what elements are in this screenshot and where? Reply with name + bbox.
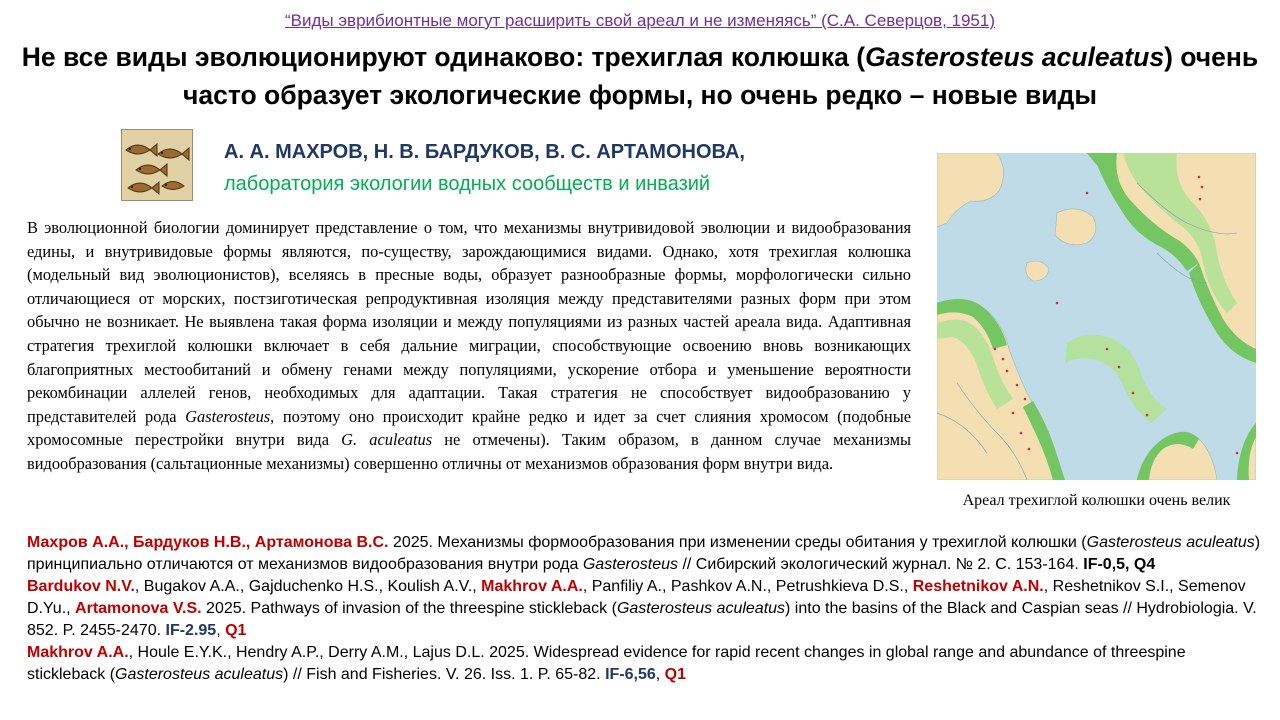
reference-separator: , [216, 622, 226, 639]
reference-genus: Gasterosteus [582, 556, 678, 573]
reference-separator: , [655, 666, 665, 683]
page-title [10, 38, 1270, 114]
quartile-badge: Q1 [225, 622, 247, 639]
quartile-badge: Q1 [664, 666, 686, 683]
reference-text: ) into the basins of the Black and Caspian seas // Hydrobiologia. V. 852. P. 2455-2470. [27, 600, 1257, 639]
reference-text: , Reshetnikov S.I., Semenov D.Yu., [27, 578, 1246, 617]
abstract-part-2: , поэтому оно происходит крайне редко и идет за счет слияния хромосом (подобные хромосомные перестройки внутри вида [27, 406, 911, 450]
reference-text: ) принципиально отличаются от механизмов видообразования внутри рода [27, 534, 1261, 573]
range-map-image [937, 153, 1256, 480]
reference-species: Gasterosteus aculeatus [115, 666, 284, 683]
reference-text: , Bugakov A.A., Gajduchenko H.S., Koulish A.V., [134, 578, 482, 595]
abstract-part-1: В эволюционной биологии доминирует представление о том, что механизмы внутривидовой эволюции и видообразования едины, и внутривидовые формы являются, по-существу, зарождающимися видами. Однако, хотя трехиглая колюшка (модельный вид эволюционистов), вселяясь в пресные воды, образует разнообразные формы, морфологически сильно отличающиеся от морских, постзиготическая репродуктивная изоляция между представителями разных форм при этом обычно не возникает. Не выявлена такая форма изоляции и между популяциями из разных частей ареала вида. Адаптивная стратегия трехиглой колюшки включает в себя дальние миграции, способствующие освоению вновь возникающих благоприятных местообитаний и обмену генами между популяциями, ускорение отбора и уменьшение вероятности рекомбинации аллелей генов, необходимых для адаптации. Такая стратегия не способствует видообразованию у представителей рода [27, 218, 911, 426]
abstract-paragraph [27, 216, 911, 476]
reference-species: Gasterosteus aculeatus [1086, 534, 1255, 551]
epigraph-quote: “Виды эврибионтные могут расширить свой ареал и не изменяясь” (С.А. Северцов, 1951) [285, 11, 995, 30]
reference-author-highlight: Artamonova V.S. [75, 600, 202, 617]
reference-item [27, 532, 1267, 576]
authors-names: А. А. МАХРОВ, Н. В. БАРДУКОВ, В. С. АРТАМОНОВА, [224, 141, 745, 163]
fish-logo-image [121, 129, 193, 201]
title-species-name: Gasterosteus aculeatus [865, 42, 1165, 72]
reference-text: ) // Fish and Fisheries. V. 26. Iss. 1. P. 65-82. [283, 666, 606, 683]
reference-text: , Panfiliy A., Pashkov A.N., Petrushkieva D.S., [582, 578, 913, 595]
map-caption: Ареал трехиглой колюшки очень велик [962, 492, 1231, 509]
reference-species: Gasterosteus aculeatus [616, 600, 786, 617]
range-map [937, 153, 1256, 480]
impact-factor: IF-0,5, Q4 [1083, 556, 1156, 573]
reference-author-highlight: Reshetnikov A.N. [912, 578, 1044, 595]
reference-text: 2025. Механизмы формообразования при изменении среды обитания у трехиглой колюшки ( [388, 534, 1087, 551]
reference-authors: Махров А.А., Бардуков Н.В., Артамонова В.С. [27, 534, 389, 551]
title-text-1: Не все виды эволюционируют одинаково: трехиглая колюшка ( [21, 42, 866, 72]
genus-name: Gasterosteus [185, 406, 271, 426]
fish-icon [122, 130, 192, 200]
reference-author-highlight: Makhrov A.A. [27, 644, 129, 661]
laboratory-name: лаборатория экологии водных сообществ и инвазий [224, 173, 711, 195]
abstract-part-3: не отмечены). Таким образом, в данном случае механизмы видообразования (сальтационные механизмы) совершенно отличны от механизмов образования форм внутри вида. [27, 430, 911, 473]
reference-text: 2025. Pathways of invasion of the threespine stickleback ( [201, 600, 617, 617]
species-name: G. aculeatus [341, 430, 433, 450]
abstract-text [27, 216, 911, 476]
reference-item [27, 576, 1267, 642]
impact-factor: IF-6,56 [605, 666, 656, 683]
reference-text: , Houle E.Y.K., Hendry A.P., Derry A.M., Lajus D.L. 2025. Widespread evidence for rapid recent changes in global range and abundance of threespine stickleback ( [27, 644, 1186, 683]
reference-author-highlight: Bardukov N.V. [27, 578, 135, 595]
reference-text: // Сибирский экологический журнал. № 2. С. 153-164. [678, 556, 1084, 573]
title-text-2: ) очень часто образует экологические формы, но очень редко – новые виды [183, 42, 1259, 110]
reference-item [27, 642, 1267, 686]
references-list [27, 532, 1267, 686]
reference-author-highlight: Makhrov A.A. [481, 578, 583, 595]
impact-factor: IF-2.95 [165, 622, 217, 639]
